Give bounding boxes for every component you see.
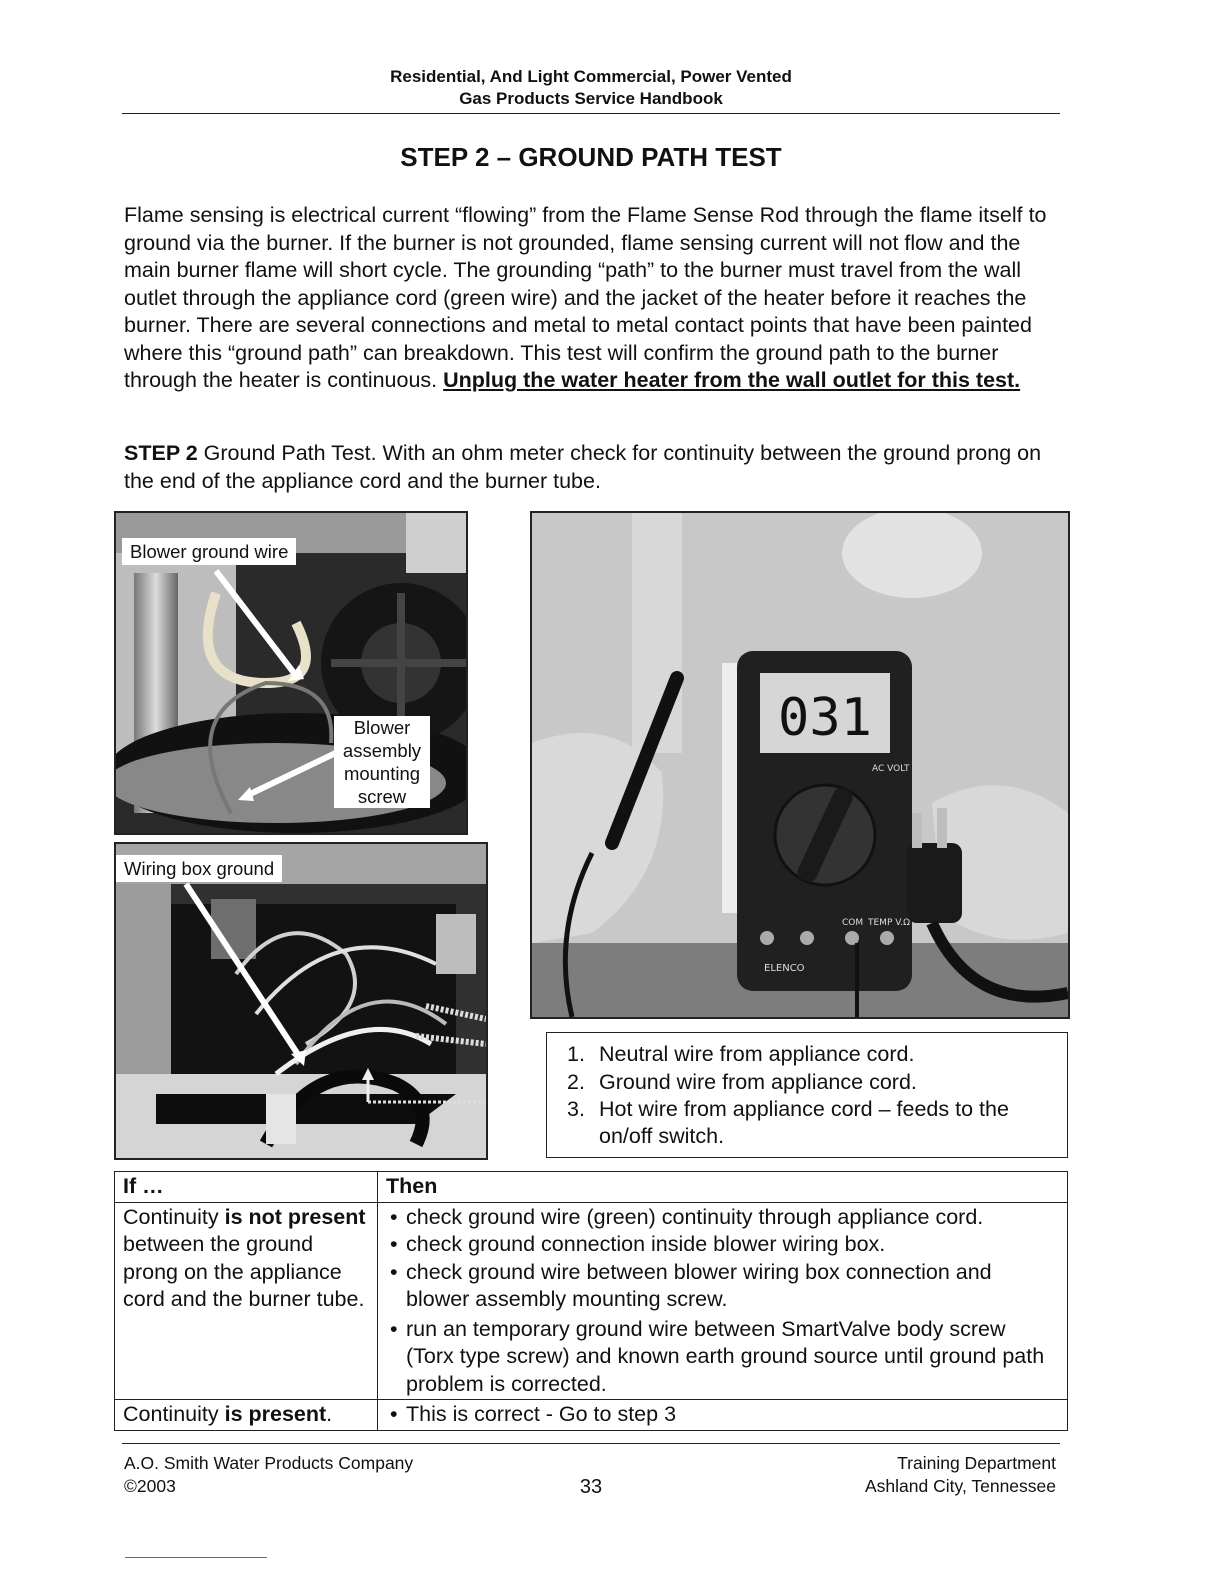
meter-brand: ELENCO bbox=[764, 963, 805, 974]
wiring-box-photo bbox=[114, 842, 488, 1160]
unplug-warning: Unplug the water heater from the wall outlet for this test. bbox=[443, 368, 1021, 392]
legend-item bbox=[567, 1096, 1061, 1150]
condition-text-c: between the ground prong on the appliance cord and the burner tube. bbox=[123, 1232, 365, 1311]
legend-number: 1. bbox=[567, 1042, 585, 1066]
legend-number: 2. bbox=[567, 1070, 585, 1094]
actions-present bbox=[378, 1400, 1068, 1431]
legend-item bbox=[567, 1041, 1061, 1068]
footer-rule bbox=[122, 1443, 1060, 1444]
condition-not-present bbox=[115, 1202, 378, 1400]
troubleshooting-table bbox=[114, 1171, 1068, 1431]
wiring-box-callout: Wiring box ground bbox=[116, 855, 282, 882]
link-underline bbox=[125, 1557, 267, 1558]
page-number: 33 bbox=[579, 1476, 603, 1498]
meter-ac-volt: AC VOLT bbox=[872, 764, 910, 774]
footer-copyright: ©2003 bbox=[124, 1476, 176, 1496]
action-item: • check ground wire (green) continuity through appliance cord. bbox=[386, 1204, 1059, 1232]
step-text: Ground Path Test. With an ohm meter check for continuity between the ground prong on the end of the appliance cord and the burner tube. bbox=[124, 441, 1042, 493]
page-title: STEP 2 – GROUND PATH TEST bbox=[400, 142, 782, 172]
condition-text-a: Continuity bbox=[123, 1204, 225, 1229]
footer-company: A.O. Smith Water Products Company bbox=[124, 1453, 414, 1473]
blower-screw-line-4: screw bbox=[357, 786, 407, 807]
condition-text-b: is not present bbox=[224, 1204, 366, 1229]
wire-legend bbox=[546, 1032, 1068, 1158]
header-rule bbox=[122, 113, 1060, 114]
meter-photo-image bbox=[532, 513, 1068, 1017]
header-line-1: Residential, And Light Commercial, Power Vented bbox=[390, 67, 792, 86]
running-header bbox=[122, 66, 1060, 110]
intro-text: Flame sensing is electrical current “flowing” from the Flame Sense Rod through the flame itself to ground via the burner. If the burner is not grounded, flame sensing current will not flow and the main burner flame will short cycle. The grounding “path” to the burner must travel from the wall outlet through the appliance cord (green wire) and the jacket of the heater before it reaches the burner. There are several connections and metal to metal contact points that have been painted where this “ground path” can breakdown. This test will confirm the ground path to the burner through the heater is continuous. bbox=[124, 203, 1047, 392]
header-if: If … bbox=[115, 1172, 378, 1203]
table-row bbox=[115, 1202, 1068, 1400]
condition-text-c: . bbox=[326, 1402, 333, 1426]
condition-text-b: is present bbox=[224, 1402, 327, 1426]
footer-left bbox=[124, 1452, 413, 1498]
meter-reading: 031 bbox=[778, 688, 872, 748]
actions-not-present bbox=[378, 1202, 1068, 1400]
condition-present bbox=[115, 1400, 378, 1431]
footer-location: Ashland City, Tennessee bbox=[865, 1476, 1056, 1496]
meter-com: COM bbox=[842, 918, 864, 928]
blower-screw-line-2: assembly bbox=[342, 740, 422, 761]
action-item: • check ground wire between blower wiring box connection and blower assembly mounting screw. bbox=[386, 1259, 1059, 1314]
legend-text: Neutral wire from appliance cord. bbox=[599, 1042, 915, 1066]
blower-screw-callout bbox=[334, 716, 430, 808]
table-header-row bbox=[115, 1172, 1068, 1203]
legend-item bbox=[567, 1069, 1061, 1096]
step-label: STEP 2 bbox=[124, 441, 198, 465]
legend-number: 3. bbox=[567, 1097, 585, 1121]
legend-text: Ground wire from appliance cord. bbox=[599, 1070, 917, 1094]
table-row bbox=[115, 1400, 1068, 1431]
meter-photo bbox=[530, 511, 1070, 1019]
header-then: Then bbox=[378, 1172, 1068, 1203]
action-item: • This is correct - Go to step 3 bbox=[386, 1401, 1059, 1429]
meter-temp: TEMP V.Ω bbox=[868, 918, 910, 928]
wiring-box-photo-image bbox=[116, 844, 486, 1158]
action-item: • check ground connection inside blower wiring box. bbox=[386, 1231, 1059, 1259]
action-item: • run an temporary ground wire between SmartValve body screw (Torx type screw) and known earth ground source until ground path problem is corrected. bbox=[386, 1316, 1059, 1399]
header-line-2: Gas Products Service Handbook bbox=[459, 89, 723, 108]
footer-right bbox=[760, 1452, 1056, 1498]
step-paragraph bbox=[124, 440, 1064, 495]
blower-screw-line-1: Blower bbox=[353, 717, 411, 738]
blower-ground-callout: Blower ground wire bbox=[122, 538, 296, 565]
condition-text-a: Continuity bbox=[123, 1402, 225, 1426]
intro-paragraph bbox=[124, 202, 1064, 395]
footer-dept: Training Department bbox=[897, 1453, 1056, 1473]
legend-text: Hot wire from appliance cord – feeds to the on/off switch. bbox=[599, 1097, 1009, 1148]
blower-screw-line-3: mounting bbox=[343, 763, 421, 784]
